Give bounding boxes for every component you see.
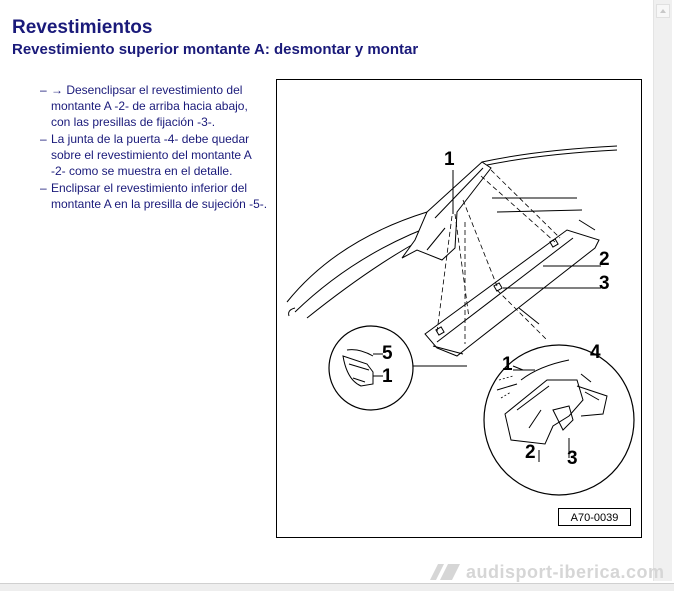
scroll-up-arrow-icon[interactable]: [656, 4, 670, 18]
figure-reference-code: A70-0039: [558, 508, 631, 526]
callout-main-2: 2: [599, 249, 610, 270]
callout-right-1: 1: [502, 354, 513, 375]
instruction-step: – La junta de la puerta -4- debe quedar sobre el revestimiento del montante A -2- como se muestra en el detalle.: [40, 131, 268, 179]
page-title: Revestimientos: [12, 17, 153, 38]
callout-main-1: 1: [444, 149, 455, 170]
watermark-text: audisport-iberica.com: [466, 561, 665, 582]
instruction-step: – Enclipsar el revestimiento inferior del montante A en la presilla de sujeción -5-.: [40, 180, 268, 212]
illustration-drawing: [277, 80, 643, 539]
callout-left-5: 5: [382, 343, 393, 364]
callout-right-4: 4: [590, 342, 601, 363]
callout-right-3: 3: [567, 448, 578, 469]
instruction-list: [40, 82, 268, 213]
instruction-step[interactable]: – → Desenclipsar el revestimiento del montante A -2- de arriba hacia abajo, con las presillas de fijación -3-.: [40, 82, 268, 130]
vertical-scrollbar[interactable]: [653, 0, 672, 581]
page-subtitle: Revestimiento superior montante A: desmontar y montar: [12, 41, 419, 58]
callout-right-2: 2: [525, 442, 536, 463]
callout-left-1: 1: [382, 366, 393, 387]
watermark-logo-icon: [424, 564, 462, 580]
watermark: [424, 561, 665, 583]
technical-illustration: [276, 79, 642, 538]
status-strip: [0, 583, 674, 591]
callout-main-3: 3: [599, 273, 610, 294]
